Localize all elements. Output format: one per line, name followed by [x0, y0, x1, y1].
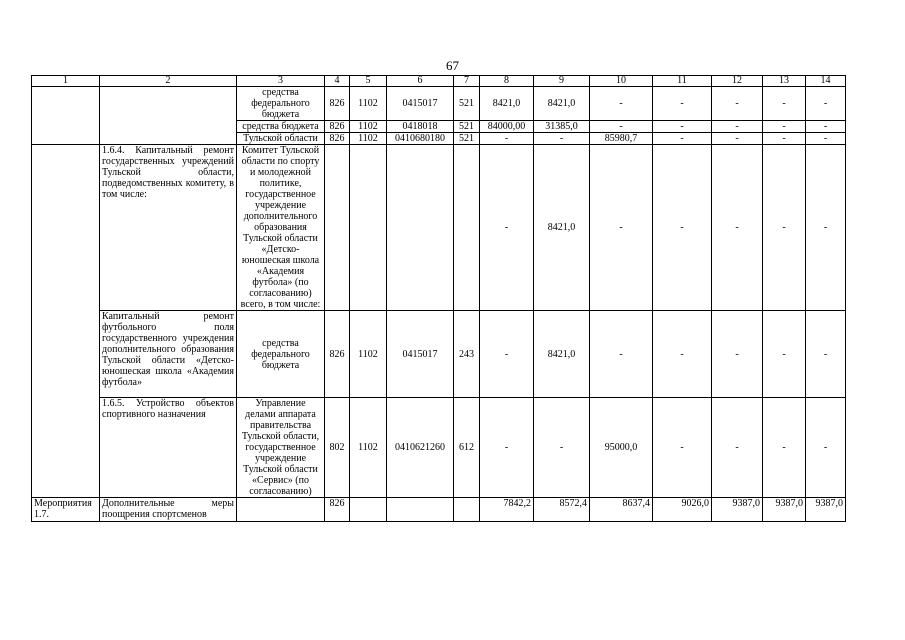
header-cell: 5 [350, 76, 387, 87]
table-row [32, 145, 846, 311]
cell-empty [387, 145, 454, 311]
header-cell: 3 [237, 76, 325, 87]
cell-value: - [712, 133, 763, 145]
cell-value: 9387,0 [763, 498, 806, 522]
cell-value: 7842,2 [480, 498, 534, 522]
cell-value: - [763, 311, 806, 398]
cell-value: 9387,0 [806, 498, 846, 522]
cell-value: - [653, 87, 712, 121]
cell-empty [237, 498, 325, 522]
header-cell: 10 [590, 76, 653, 87]
cell-code: 0415017 [387, 311, 454, 398]
cell-funding-source: средства федерального бюджета [237, 87, 325, 121]
page-number: 67 [446, 58, 459, 73]
cell-empty [454, 145, 480, 311]
cell-value: - [590, 145, 653, 311]
cell-value: 8421,0 [534, 145, 590, 311]
cell-value: - [534, 133, 590, 145]
cell-value: - [653, 311, 712, 398]
cell-code: 826 [325, 311, 350, 398]
cell-code: 0410621260 [387, 398, 454, 498]
cell-value: 9026,0 [653, 498, 712, 522]
cell-value: - [806, 87, 846, 121]
cell-code: 521 [454, 121, 480, 133]
header-row [32, 76, 846, 87]
cell-empty [100, 87, 237, 145]
cell-value: - [806, 133, 846, 145]
cell-code: 802 [325, 398, 350, 498]
table-row [32, 498, 846, 522]
cell-funding-source: средства федерального бюджета [237, 311, 325, 398]
cell-code: 826 [325, 87, 350, 121]
cell-value: - [534, 398, 590, 498]
cell-activity: Дополнительные меры поощрения спортсменов [100, 498, 237, 522]
cell-empty [387, 498, 454, 522]
cell-value: - [763, 398, 806, 498]
table-row [32, 398, 846, 498]
cell-value: - [653, 133, 712, 145]
cell-value: - [653, 145, 712, 311]
cell-code: 826 [325, 121, 350, 133]
cell-empty [32, 145, 100, 498]
cell-code: 1102 [350, 121, 387, 133]
cell-value: - [763, 121, 806, 133]
cell-value: 8637,4 [590, 498, 653, 522]
cell-value: - [590, 87, 653, 121]
cell-value: - [480, 145, 534, 311]
cell-value: - [590, 311, 653, 398]
table-row [32, 311, 846, 398]
cell-code: 0418018 [387, 121, 454, 133]
cell-value: 8421,0 [480, 87, 534, 121]
cell-value: - [806, 145, 846, 311]
cell-value: - [712, 121, 763, 133]
header-cell: 11 [653, 76, 712, 87]
cell-value: 8421,0 [534, 311, 590, 398]
header-cell: 8 [480, 76, 534, 87]
cell-value: - [480, 398, 534, 498]
header-cell: 1 [32, 76, 100, 87]
cell-value: - [712, 145, 763, 311]
cell-code: 243 [454, 311, 480, 398]
cell-value: - [806, 121, 846, 133]
cell-code: 826 [325, 498, 350, 522]
header-cell: 2 [100, 76, 237, 87]
cell-value: - [712, 87, 763, 121]
cell-value: - [653, 121, 712, 133]
cell-empty [350, 145, 387, 311]
header-cell: 14 [806, 76, 846, 87]
header-cell: 13 [763, 76, 806, 87]
cell-empty [32, 87, 100, 145]
cell-code: 1102 [350, 398, 387, 498]
cell-funding-source: Тульской области [237, 133, 325, 145]
cell-value: - [806, 398, 846, 498]
cell-activity: 1.6.5. Устройство объектов спортивного назначения [100, 398, 237, 498]
cell-value: 8421,0 [534, 87, 590, 121]
cell-empty [454, 498, 480, 522]
cell-funding-source: средства бюджета [237, 121, 325, 133]
cell-value: - [763, 145, 806, 311]
header-cell: 9 [534, 76, 590, 87]
cell-value: - [653, 398, 712, 498]
cell-code: 1102 [350, 87, 387, 121]
cell-value: - [763, 133, 806, 145]
cell-code: 1102 [350, 311, 387, 398]
cell-activity: 1.6.4. Капитальный ремонт государственных учреждений Тульской области, подведомственных комитету, в том числе: [100, 145, 237, 311]
header-cell: 12 [712, 76, 763, 87]
cell-measure-number: Мероприятия 1.7. [32, 498, 100, 522]
cell-value: 31385,0 [534, 121, 590, 133]
cell-value: 8572,4 [534, 498, 590, 522]
cell-code: 0410680180 [387, 133, 454, 145]
cell-value: 9387,0 [712, 498, 763, 522]
cell-responsible: Комитет Тульской области по спорту и молодежной политике, государственное учреждение дополнительного образования Тульской области «Детско-юношеская школа «Академия футбола» (по согласованию) всего, в том числе: [237, 145, 325, 311]
header-cell: 6 [387, 76, 454, 87]
cell-value: 95000,0 [590, 398, 653, 498]
cell-value: - [590, 121, 653, 133]
cell-value: 84000,00 [480, 121, 534, 133]
cell-value: - [806, 311, 846, 398]
table-row [32, 87, 846, 121]
cell-value: - [712, 311, 763, 398]
cell-value: - [480, 133, 534, 145]
cell-value: - [763, 87, 806, 121]
cell-code: 612 [454, 398, 480, 498]
cell-empty [325, 145, 350, 311]
cell-code: 521 [454, 133, 480, 145]
cell-code: 521 [454, 87, 480, 121]
header-cell: 7 [454, 76, 480, 87]
budget-table [31, 75, 846, 522]
header-cell: 4 [325, 76, 350, 87]
cell-activity: Капитальный ремонт футбольного поля государственного учреждения дополнительного образования Тульской области «Детско-юношеская школа «Академия футбола» [100, 311, 237, 398]
cell-empty [350, 498, 387, 522]
cell-code: 826 [325, 133, 350, 145]
cell-value: - [712, 398, 763, 498]
cell-responsible: Управление делами аппарата правительства Тульской области, государственное учреждение Тульской области «Сервис» (по согласованию) [237, 398, 325, 498]
cell-code: 1102 [350, 133, 387, 145]
cell-code: 0415017 [387, 87, 454, 121]
cell-value: 85980,7 [590, 133, 653, 145]
cell-value: - [480, 311, 534, 398]
